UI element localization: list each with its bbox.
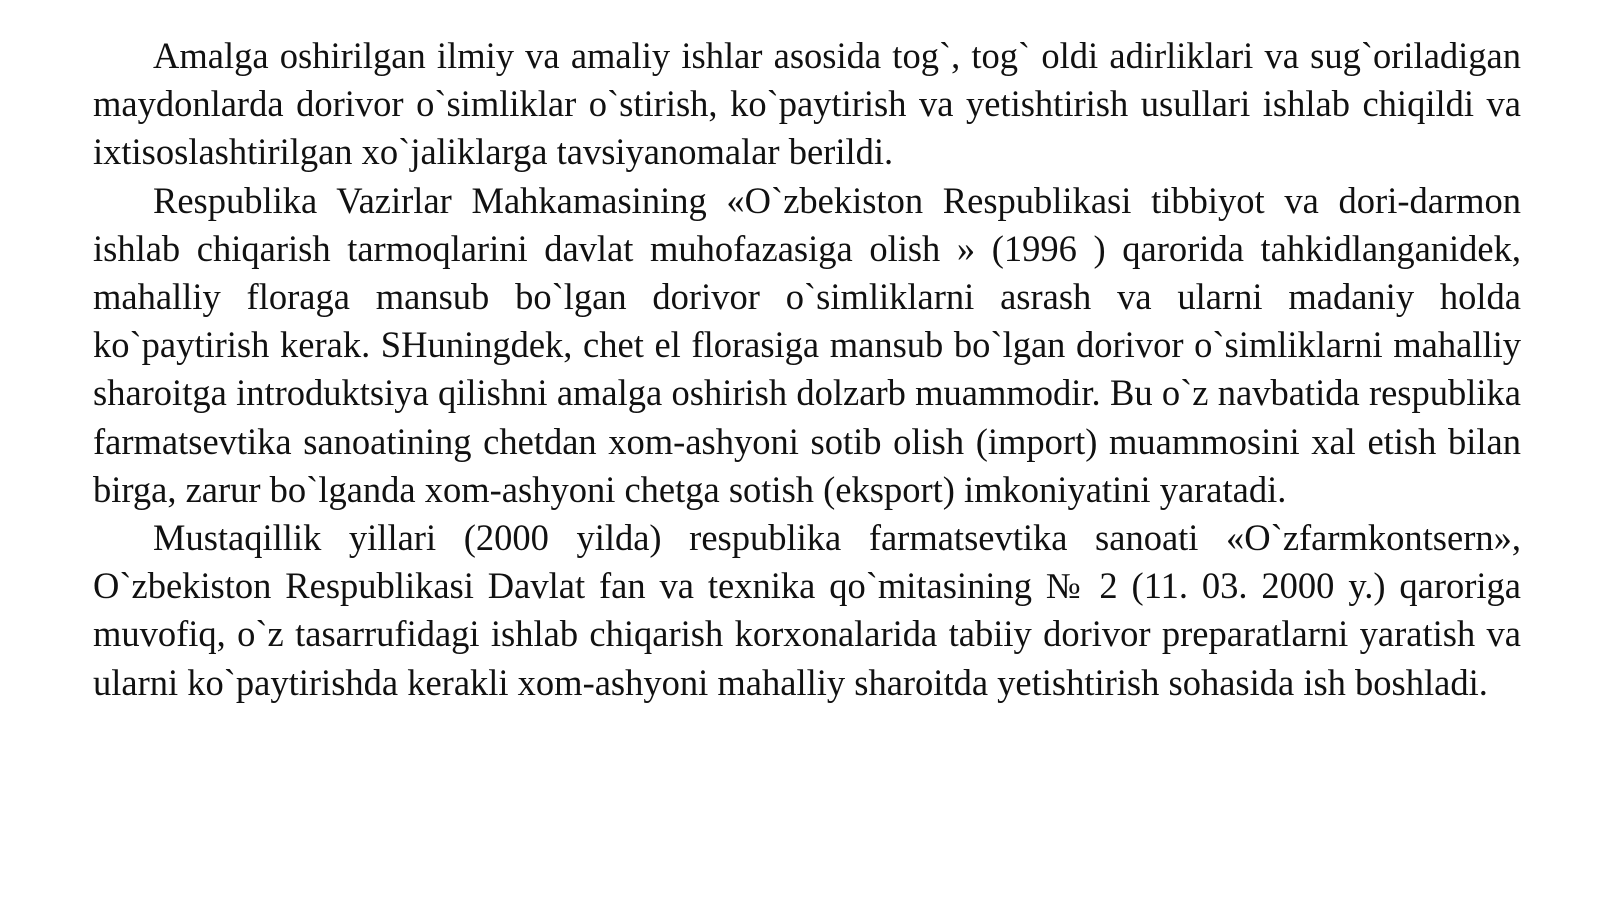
paragraph-2: Respublika Vazirlar Mahkamasining «O`zbekiston Respublikasi tibbiyot va dori-darmon ishlab chiqarish tarmoqlarini davlat muhofazasiga olish » (1996 ) qarorida tahkidlanganidek, mahalliy floraga mansub bo`lgan dorivor o`simliklarni asrash va ularni madaniy holda ko`paytirish kerak. SHuningdek, chet el florasiga mansub bo`lgan dorivor o`simliklarni mahalliy sharoitga introduktsiya qilishni amalga oshirish dolzarb muammodir. Bu o`z navbatida respublika farmatsevtika sanoatining chetdan xom-ashyoni sotib olish (import) muammosini xal etish bilan birga, zarur bo`lganda xom-ashyoni chetga sotish (eksport) imkoniyatini yaratadi.: [93, 179, 1521, 510]
paragraph-1: Amalga oshirilgan ilmiy va amaliy ishlar asosida tog`, tog` oldi adirliklari va sug`oriladigan maydonlarda dorivor o`simliklar o`stirish, ko`paytirish va yetishtirish usullari ishlab chiqildi va ixtisoslashtirilgan xo`jaliklarga tavsiyanomalar berildi.: [93, 35, 1521, 173]
document-page: [93, 32, 1521, 707]
paragraph-3: Mustaqillik yillari (2000 yilda) respublika farmatsevtika sanoati «O`zfarmkontsern», O`zbekiston Respublikasi Davlat fan va texnika qo`mitasining № 2 (11. 03. 2000 y.) qaroriga muvofiq, o`z tasarrufidagi ishlab chiqarish korxonalarida tabiiy dorivor preparatlarni yaratish va ularni ko`paytirishda kerakli xom-ashyoni mahalliy sharoitda yetishtirish sohasida ish boshladi.: [93, 517, 1521, 703]
